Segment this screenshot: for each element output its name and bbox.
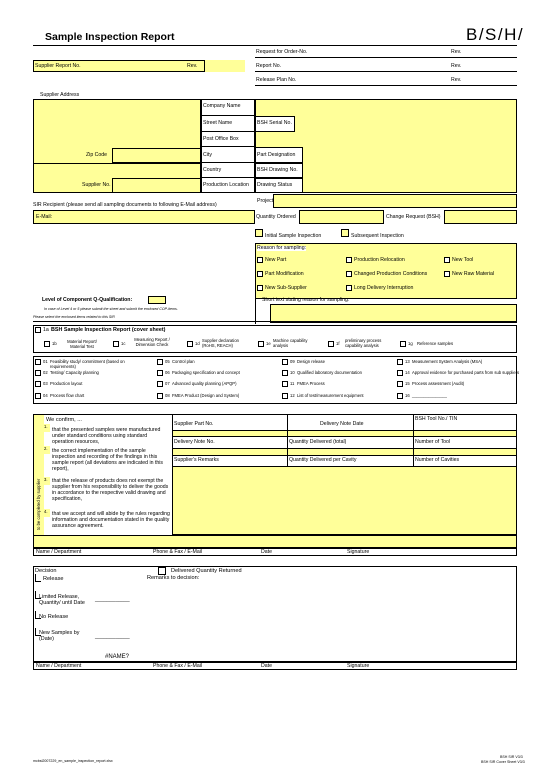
cover-1b-label: Material Report/ Material Test — [67, 339, 97, 349]
delivered-qty-returned-checkbox[interactable] — [158, 567, 166, 575]
checklist-15-no: 15 — [405, 381, 410, 386]
checklist-15-label: Process assessment (Audit) — [412, 381, 465, 386]
checklist-08-checkbox[interactable] — [157, 393, 163, 399]
qualification-note-1: In case of Level 4 or 5 please submit the sheet and submit the enclosed COP-items. — [44, 307, 178, 311]
cover-1d-label: Supplier declaration (RoHS, REACH) — [202, 338, 240, 348]
checklist-11-no: 11 — [290, 381, 295, 386]
qual-rule — [33, 321, 517, 322]
checklist-13-no: 13 — [405, 359, 410, 364]
cover-1a-checkbox[interactable] — [35, 327, 41, 333]
report-no-rev-label: Rev. — [451, 63, 462, 69]
reason-modification-checkbox[interactable] — [257, 271, 263, 277]
no-release-label: No Release — [39, 614, 69, 620]
checklist-04-no: 04 — [43, 393, 48, 398]
cover-header: BSH Sample Inspection Report (cover sheet) — [51, 327, 166, 333]
checklist-10-label: Qualified laboratory documentation — [297, 370, 362, 375]
reason-new-part: New Part — [265, 257, 287, 263]
subsequent-inspection-checkbox[interactable] — [341, 229, 349, 237]
checklist-01-label: Feasibility study/ commitment (based on requirements) — [50, 359, 125, 369]
confirm-col-2 — [287, 414, 288, 466]
request-order-rev-label: Rev. — [451, 49, 462, 55]
sig2-date-label: Date — [261, 663, 272, 669]
signature-2-labels — [33, 662, 517, 670]
checklist-07-label: Advanced quality planning (APQP) — [172, 381, 237, 386]
bsh-tool-no-label: BSH Tool No./ TIN — [415, 416, 458, 422]
supplier-no-field[interactable] — [112, 178, 201, 193]
number-of-tool-label: Number of Tool — [415, 439, 451, 445]
cover-1d-no: 1d — [195, 341, 200, 346]
reason-sub-supplier-checkbox[interactable] — [257, 285, 263, 291]
cover-1a-no: 1a — [43, 327, 49, 333]
cover-1f-label: preliminary process capability analysis — [345, 338, 382, 348]
city-label: City — [203, 152, 212, 158]
sig1-signature-label: Signature — [347, 549, 370, 555]
cover-1e-checkbox[interactable] — [258, 341, 264, 347]
project-field[interactable] — [273, 194, 517, 208]
checklist-06-checkbox[interactable] — [157, 370, 163, 376]
confirm-row1-values[interactable] — [172, 430, 517, 437]
checklist-04-checkbox[interactable] — [35, 393, 41, 399]
reason-delivery-interruption-checkbox[interactable] — [346, 285, 352, 291]
reason-raw-material: New Raw Material — [452, 271, 495, 277]
confirm-1-no: 1. — [44, 424, 48, 429]
checklist-05-no: 05 — [165, 359, 170, 364]
reason-relocation-checkbox[interactable] — [346, 257, 352, 263]
checklist-04-label: Process flow chart — [50, 393, 85, 398]
qty-delivered-total-label: Quantity Delivered (total) — [289, 439, 347, 445]
supplier-report-no-label: Supplier Report No. — [35, 63, 81, 69]
reason-label: Reason for sampling: — [257, 245, 307, 251]
quantity-ordered-label: Quantity Ordered — [256, 214, 296, 220]
new-samples-line: ____________ — [95, 634, 130, 640]
subsequent-inspection-label: Subsequent Inspection — [351, 233, 404, 239]
sig1-name-label: Name / Department — [36, 549, 82, 555]
post-office-box-label: Post Office Box — [203, 136, 239, 142]
short-text-divider — [255, 296, 256, 324]
bsh-serial-no-label: BSH Serial No. — [257, 120, 292, 126]
bsh-drawing-no-label: BSH Drawing No. — [257, 167, 298, 173]
signature-1-fields[interactable] — [33, 535, 517, 548]
delivered-qty-returned-label: Delivered Quantity Returned — [171, 568, 242, 574]
signature-1-labels — [33, 548, 517, 556]
confirm-2-text: the correct implementation of the sample inspection and recording of the findings in this sample report (all deviations are indicated in this report), — [52, 448, 164, 472]
checklist-03-no: 03 — [43, 381, 48, 386]
drawing-status-label: Drawing Status — [257, 182, 293, 188]
supplier-part-no-label: Supplier Part No. — [174, 421, 214, 427]
reason-new-part-checkbox[interactable] — [257, 257, 263, 263]
checklist-02-label: Testing/ Capacity planning — [50, 370, 99, 375]
confirm-intro: We confirm, ... — [46, 417, 82, 423]
cover-1f-checkbox[interactable] — [328, 341, 334, 347]
reason-modification: Part Modification — [265, 271, 304, 277]
checklist-09-no: 09 — [290, 359, 295, 364]
cover-1g-no: 1g — [408, 341, 413, 346]
sig1-date-label: Date — [261, 549, 272, 555]
release-label: Release — [43, 576, 64, 582]
company-name-label: Company Name — [203, 103, 241, 109]
initial-inspection-checkbox[interactable] — [255, 229, 263, 237]
confirm-2-no: 2. — [44, 446, 48, 451]
release-plan-rev-label: Rev. — [451, 77, 462, 83]
decision-box — [33, 566, 517, 662]
reason-raw-material-checkbox[interactable] — [444, 271, 450, 277]
footer-right-2: BSH SIR Cover Sheet V3/3 — [481, 760, 525, 764]
number-of-cavities-label: Number of Cavities — [415, 457, 460, 463]
confirm-1-text: that the presented samples were manufactured under standard conditions using standard operation resources, — [52, 427, 161, 445]
confirm-4-text: that we accept and will abide by the rules regarding information and documentation stated in the quality assurance agreement. — [52, 511, 170, 529]
checklist-07-no: 07 — [165, 381, 170, 386]
qualification-note-2: Please select the enclosed items related to this SIR — [33, 315, 115, 319]
short-text-label: Short text stating reason for sampling: — [262, 297, 350, 303]
production-location-label: Production Location — [203, 182, 249, 188]
confirm-3-text: that the release of products does not exempt the supplier from his responsibility to deliver the goods in accordance to the respective valid drawing and specification, — [52, 478, 169, 502]
reason-relocation: Production Relocation — [354, 257, 405, 263]
checklist-06-no: 06 — [165, 370, 170, 375]
limited-release-label: Limited Release, Quantity/ until Date — [39, 594, 85, 607]
cover-1g-checkbox[interactable] — [400, 341, 406, 347]
confirm-col-3 — [413, 414, 414, 466]
sig2-signature-label: Signature — [347, 663, 370, 669]
new-samples-label: New Samples by (Date) — [39, 630, 80, 643]
checklist-09-label: Design release — [297, 359, 325, 364]
checklist-11-checkbox[interactable] — [282, 381, 288, 387]
confirm-row2-values[interactable] — [172, 448, 517, 456]
checklist-13-label: Measurement System Analysis (MSA) — [412, 359, 483, 364]
checklist-01-checkbox[interactable] — [35, 359, 41, 365]
change-request-label: Change Request (BSH) — [386, 214, 441, 220]
checklist-02-checkbox[interactable] — [35, 370, 41, 376]
checklist-03-label: Production layout — [50, 381, 83, 386]
checklist-12-label: List of test/measurement equipment — [297, 393, 364, 398]
report-no-row — [255, 60, 517, 72]
release-plan-label: Release Plan No. — [256, 77, 297, 83]
report-no-label: Report No. — [256, 63, 282, 69]
cover-1b-checkbox[interactable] — [44, 341, 50, 347]
supplier-no-label: Supplier No. — [82, 182, 111, 188]
checklist-10-no: 10 — [290, 370, 295, 375]
checklist-03-checkbox[interactable] — [35, 381, 41, 387]
delivery-note-no-label: Delivery Note No. — [174, 439, 215, 445]
sir-email-field[interactable] — [33, 210, 255, 224]
cover-1b-no: 1b — [52, 341, 57, 346]
checklist-12-checkbox[interactable] — [282, 393, 288, 399]
sig2-phone-label: Phone & Fax / E-Mail — [153, 663, 203, 669]
sig2-name-label: Name / Department — [36, 663, 82, 669]
checklist-16-checkbox[interactable] — [397, 393, 403, 399]
qualification-level-field[interactable] — [148, 296, 166, 304]
reason-new-tool: New Tool — [452, 257, 474, 263]
request-order-label: Request for Order-No. — [256, 49, 308, 55]
checklist-07-checkbox[interactable] — [157, 381, 163, 387]
checklist-14-checkbox[interactable] — [397, 370, 403, 376]
checklist-11-label: FMEA Process — [297, 381, 325, 386]
checklist-14-no: 14 — [405, 370, 410, 375]
checklist-08-label: FMEA Product (Design and System) — [172, 393, 240, 398]
page-title: Sample Inspection Report — [45, 31, 175, 43]
checklist-06-label: Packaging specification and concept — [172, 370, 240, 375]
release-checkbox[interactable] — [35, 574, 41, 582]
supplier-report-rev-field[interactable] — [204, 60, 245, 72]
limited-release-line: ____________ — [95, 597, 130, 603]
reason-changed-conditions-checkbox[interactable] — [346, 271, 352, 277]
reason-delivery-interruption: Long Delivery Interruption — [354, 285, 414, 291]
project-label: Project — [257, 198, 274, 204]
zip-code-field[interactable] — [112, 148, 201, 163]
street-name-label: Street Name — [203, 120, 233, 126]
zip-code-label: Zip Code — [86, 152, 108, 158]
footer-file: mcbsi2007229_en_sample_inspection_report.xlsx — [33, 759, 113, 763]
part-designation-label: Part Designation — [257, 152, 296, 158]
qualification-level-label: Level of Component Q-Qualification: — [42, 297, 133, 303]
checklist-09-checkbox[interactable] — [282, 359, 288, 365]
decision-label: Decision — [35, 568, 57, 574]
reason-changed-conditions: Changed Production Conditions — [354, 271, 428, 277]
footer-right-1: BSH SIR V3/3 — [500, 755, 523, 759]
cover-1f-no: 1f — [336, 341, 340, 346]
confirm-side-label: to be completed by supplier — [36, 478, 41, 530]
cover-1e-no: 1e — [266, 341, 271, 346]
checklist-05-checkbox[interactable] — [157, 359, 163, 365]
cover-1c-no: 1c — [121, 341, 126, 346]
reason-sub-supplier: New Sub-Supplier — [265, 285, 307, 291]
initial-inspection-label: Initial Sample Inspection — [265, 233, 322, 239]
checklist-12-no: 12 — [290, 393, 295, 398]
checklist-16-no: 16 — [405, 393, 410, 398]
quantity-ordered-field[interactable] — [299, 210, 384, 224]
cover-1d-checkbox[interactable] — [187, 341, 193, 347]
checklist-15-checkbox[interactable] — [397, 381, 403, 387]
confirm-3-no: 3. — [44, 477, 48, 482]
supplier-report-rev-label: Rev. — [187, 63, 198, 69]
name-error-cell: #NAME? — [105, 654, 130, 660]
checklist-01-no: 01 — [43, 359, 48, 364]
suppliers-remarks-field[interactable] — [172, 466, 517, 535]
bsh-logo: B/S/H/ — [466, 25, 525, 44]
cover-1e-label: Machine capability analysis — [273, 338, 308, 348]
change-request-field[interactable] — [444, 210, 517, 224]
sir-recipient-label: SIR Recipient (please send all sampling documents to following E-Mail address) — [33, 202, 217, 208]
cover-1c-checkbox[interactable] — [113, 341, 119, 347]
remarks-to-decision-label: Remarks to decision: — [147, 575, 200, 581]
checklist-05-label: Control plan — [172, 359, 195, 364]
country-label: Country — [203, 167, 222, 173]
delivery-note-date-label: Delivery Note Date — [320, 421, 364, 427]
sir-email-label: E-Mail: — [36, 214, 53, 220]
cover-1g-label: Reference samples — [417, 341, 454, 346]
checklist-10-checkbox[interactable] — [282, 370, 288, 376]
cover-1c-label: Measuring Report / Dimension Check — [134, 337, 170, 347]
qty-delivered-cavity-label: Quantity Delivered per Cavity — [289, 457, 357, 463]
supplier-address-label: Supplier Address — [40, 92, 80, 98]
reason-new-tool-checkbox[interactable] — [444, 257, 450, 263]
sig1-phone-label: Phone & Fax / E-Mail — [153, 549, 203, 555]
suppliers-remarks-label: Supplier's Remarks — [174, 457, 219, 463]
confirm-4-no: 4. — [44, 509, 48, 514]
checklist-14-label: Approval evidence for purchased parts from sub suppliers — [412, 370, 520, 375]
checklist-02-no: 02 — [43, 370, 48, 375]
checklist-16-label: _______________ — [412, 393, 447, 398]
checklist-13-checkbox[interactable] — [397, 359, 403, 365]
checklist-08-no: 08 — [165, 393, 170, 398]
